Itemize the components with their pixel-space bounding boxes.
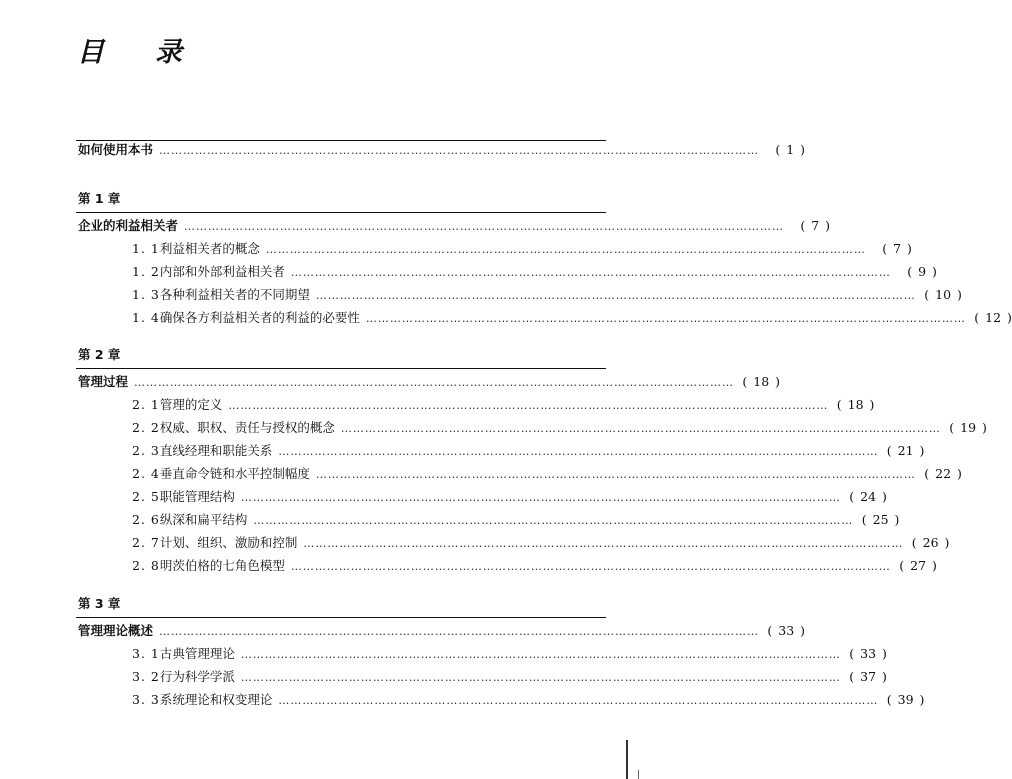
toc-entry-section[interactable]: 2. 7 计划、组织、激励和控制 …………………………………………………………………………………………………………………………………… ( 26 ) [132,535,950,550]
toc-entry-section[interactable]: 1. 4 确保各方利益相关者的利益的必要性 …………………………………………………………………………………………………………………………………… ( 12 ) [132,310,1012,325]
chapter-heading: 第 2 章 [78,347,121,362]
page-title: 目 录 [77,37,183,68]
toc-entry-section[interactable]: 2. 5 职能管理结构 …………………………………………………………………………………………………………………………………… ( 24 ) [132,489,887,504]
toc-entry-section[interactable]: 3. 1 古典管理理论 …………………………………………………………………………………………………………………………………… ( 33 ) [132,646,887,661]
divider [76,368,606,369]
divider [76,617,606,618]
toc-entry-section[interactable]: 3. 3 系统理论和权变理论 …………………………………………………………………………………………………………………………………… ( 39 ) [132,692,925,707]
toc-entry-section[interactable]: 2. 2 权威、职权、责任与授权的概念 …………………………………………………………………………………………………………………………………… ( 19 ) [132,420,987,435]
toc-entry-section[interactable]: 1. 1 利益相关者的概念 …………………………………………………………………………………………………………………………………… ( 7 ) [132,241,912,256]
toc-entry-chapter-3[interactable]: 管理理论概述 …………………………………………………………………………………………………………………………………… ( 33 ) [78,623,806,638]
toc-entry-section[interactable]: 2. 4 垂直命令链和水平控制幅度 …………………………………………………………………………………………………………………………………… ( 22 ) [132,466,962,481]
toc-entry-section[interactable]: 2. 3 直线经理和职能关系 …………………………………………………………………………………………………………………………………… ( 21 ) [132,443,925,458]
toc-entry-chapter-1[interactable]: 企业的利益相关者 …………………………………………………………………………………………………………………………………… ( 7 ) [78,218,831,233]
toc-entry-chapter-2[interactable]: 管理过程 …………………………………………………………………………………………………………………………………… ( 18 ) [78,374,781,389]
toc-entry-section[interactable]: 2. 1 管理的定义 …………………………………………………………………………………………………………………………………… ( 18 ) [132,397,875,412]
scan-edge-mark [638,770,639,779]
toc-entry-section[interactable]: 3. 2 行为科学学派 …………………………………………………………………………………………………………………………………… ( 37 ) [132,669,887,684]
toc-entry-section[interactable]: 2. 6 纵深和扁平结构 …………………………………………………………………………………………………………………………………… ( 25 ) [132,512,900,527]
toc-entry-section[interactable]: 1. 3 各种利益相关者的不同期望 …………………………………………………………………………………………………………………………………… ( 10 ) [132,287,962,302]
divider [76,212,606,213]
chapter-heading: 第 1 章 [78,191,121,206]
chapter-heading: 第 3 章 [78,596,121,611]
scan-edge-mark [626,740,628,779]
toc-entry-section[interactable]: 2. 8 明茨伯格的七角色模型 …………………………………………………………………………………………………………………………………… ( 27 ) [132,558,937,573]
toc-entry-front[interactable]: 如何使用本书 …………………………………………………………………………………………………………………………………… ( 1 ) [78,142,806,157]
toc-entry-section[interactable]: 1. 2 内部和外部利益相关者 …………………………………………………………………………………………………………………………………… ( 9 ) [132,264,937,279]
